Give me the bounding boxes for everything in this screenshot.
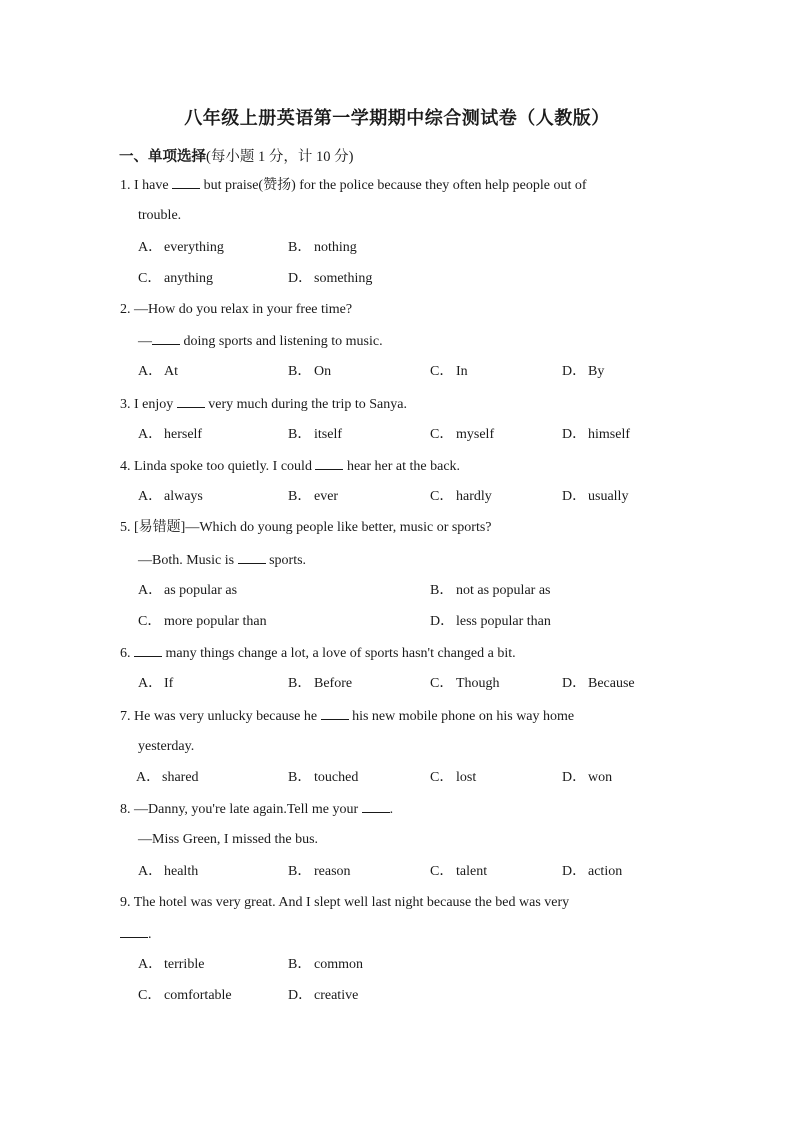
question-6-option-d[interactable]: D． Because <box>562 676 635 691</box>
question-2-option-d[interactable]: D． By <box>562 364 605 379</box>
question-8-stem-continued: —Miss Green, I missed the bus. <box>138 832 319 847</box>
question-4-option-b[interactable]: B． ever <box>288 489 339 504</box>
question-7-option-d[interactable]: D． won <box>562 770 613 785</box>
question-8-option-d[interactable]: D． action <box>562 864 623 879</box>
question-1-option-b[interactable]: B． nothing <box>288 240 357 255</box>
question-9-option-c[interactable]: C． comfortable <box>138 988 232 1003</box>
question-2-option-a[interactable]: A． At <box>138 364 178 379</box>
question-2-stem-continued: — doing sports and listening to music. <box>138 334 383 349</box>
question-8-option-b[interactable]: B． reason <box>288 864 351 879</box>
section-scoring: (每小题 1 分，计 10 分) <box>206 149 354 165</box>
question-4-option-a[interactable]: A． always <box>138 489 203 504</box>
question-7-option-c[interactable]: C． lost <box>430 770 477 785</box>
question-6-option-b[interactable]: B． Before <box>288 676 353 691</box>
question-9-stem: 9. The hotel was very great. And I slept well last night because the bed was very <box>120 895 570 910</box>
answer-blank <box>120 925 148 938</box>
question-2-option-c[interactable]: C． In <box>430 364 468 379</box>
question-9-option-d[interactable]: D． creative <box>288 988 359 1003</box>
question-5-option-c[interactable]: C． more popular than <box>138 614 267 629</box>
question-4-option-c[interactable]: C． hardly <box>430 489 492 504</box>
question-1-option-a[interactable]: A． everything <box>138 240 224 255</box>
question-3-option-c[interactable]: C． myself <box>430 427 495 442</box>
question-3-option-d[interactable]: D． himself <box>562 427 630 442</box>
question-1-stem-continued: trouble. <box>138 208 182 223</box>
answer-blank <box>172 176 200 189</box>
question-8-stem: 8. —Danny, you're late again.Tell me your . <box>120 802 394 817</box>
question-2-stem: 2. —How do you relax in your free time? <box>120 302 353 317</box>
answer-blank <box>315 457 343 470</box>
answer-blank <box>362 800 390 813</box>
question-7-option-b[interactable]: B． touched <box>288 770 359 785</box>
question-2-option-b[interactable]: B． On <box>288 364 332 379</box>
question-1-stem: 1. I have but praise(赞扬) for the police because they often help people out of <box>120 178 587 193</box>
question-4-option-d[interactable]: D． usually <box>562 489 629 504</box>
section-label: 一、单项选择 <box>119 149 206 165</box>
answer-blank <box>152 332 180 345</box>
question-1-option-d[interactable]: D． something <box>288 271 373 286</box>
section-heading <box>119 145 353 166</box>
question-3-stem: 3. I enjoy very much during the trip to Sanya. <box>120 397 407 412</box>
question-4-stem: 4. Linda spoke too quietly. I could hear her at the back. <box>120 459 461 474</box>
question-9-option-b[interactable]: B． common <box>288 957 363 972</box>
question-7-stem-continued: yesterday. <box>138 739 195 754</box>
question-6-option-a[interactable]: A． If <box>138 676 174 691</box>
question-3-option-b[interactable]: B． itself <box>288 427 342 442</box>
question-8-option-c[interactable]: C． talent <box>430 864 488 879</box>
question-5-option-a[interactable]: A． as popular as <box>138 583 238 598</box>
question-9-option-a[interactable]: A． terrible <box>138 957 205 972</box>
question-6-option-c[interactable]: C． Though <box>430 676 500 691</box>
question-7-stem: 7. He was very unlucky because he his new mobile phone on his way home <box>120 709 575 724</box>
question-5-option-d[interactable]: D． less popular than <box>430 614 551 629</box>
question-5-stem-continued: —Both. Music is sports. <box>138 553 307 568</box>
question-7-option-a[interactable]: A． shared <box>136 770 199 785</box>
answer-blank <box>177 395 205 408</box>
question-5-option-b[interactable]: B． not as popular as <box>430 583 551 598</box>
answer-blank <box>238 551 266 564</box>
question-5-stem: 5. [易错题]—Which do young people like better, music or sports? <box>120 520 492 535</box>
question-9-stem-continued: . <box>120 925 152 944</box>
question-6-stem: 6. many things change a lot, a love of sports hasn't changed a bit. <box>120 646 516 661</box>
answer-blank <box>134 644 162 657</box>
answer-blank <box>321 707 349 720</box>
question-8-option-a[interactable]: A． health <box>138 864 199 879</box>
question-1-option-c[interactable]: C． anything <box>138 271 213 286</box>
page-title: 八年级上册英语第一学期期中综合测试卷（人教版） <box>184 108 610 129</box>
question-3-option-a[interactable]: A． herself <box>138 427 203 442</box>
